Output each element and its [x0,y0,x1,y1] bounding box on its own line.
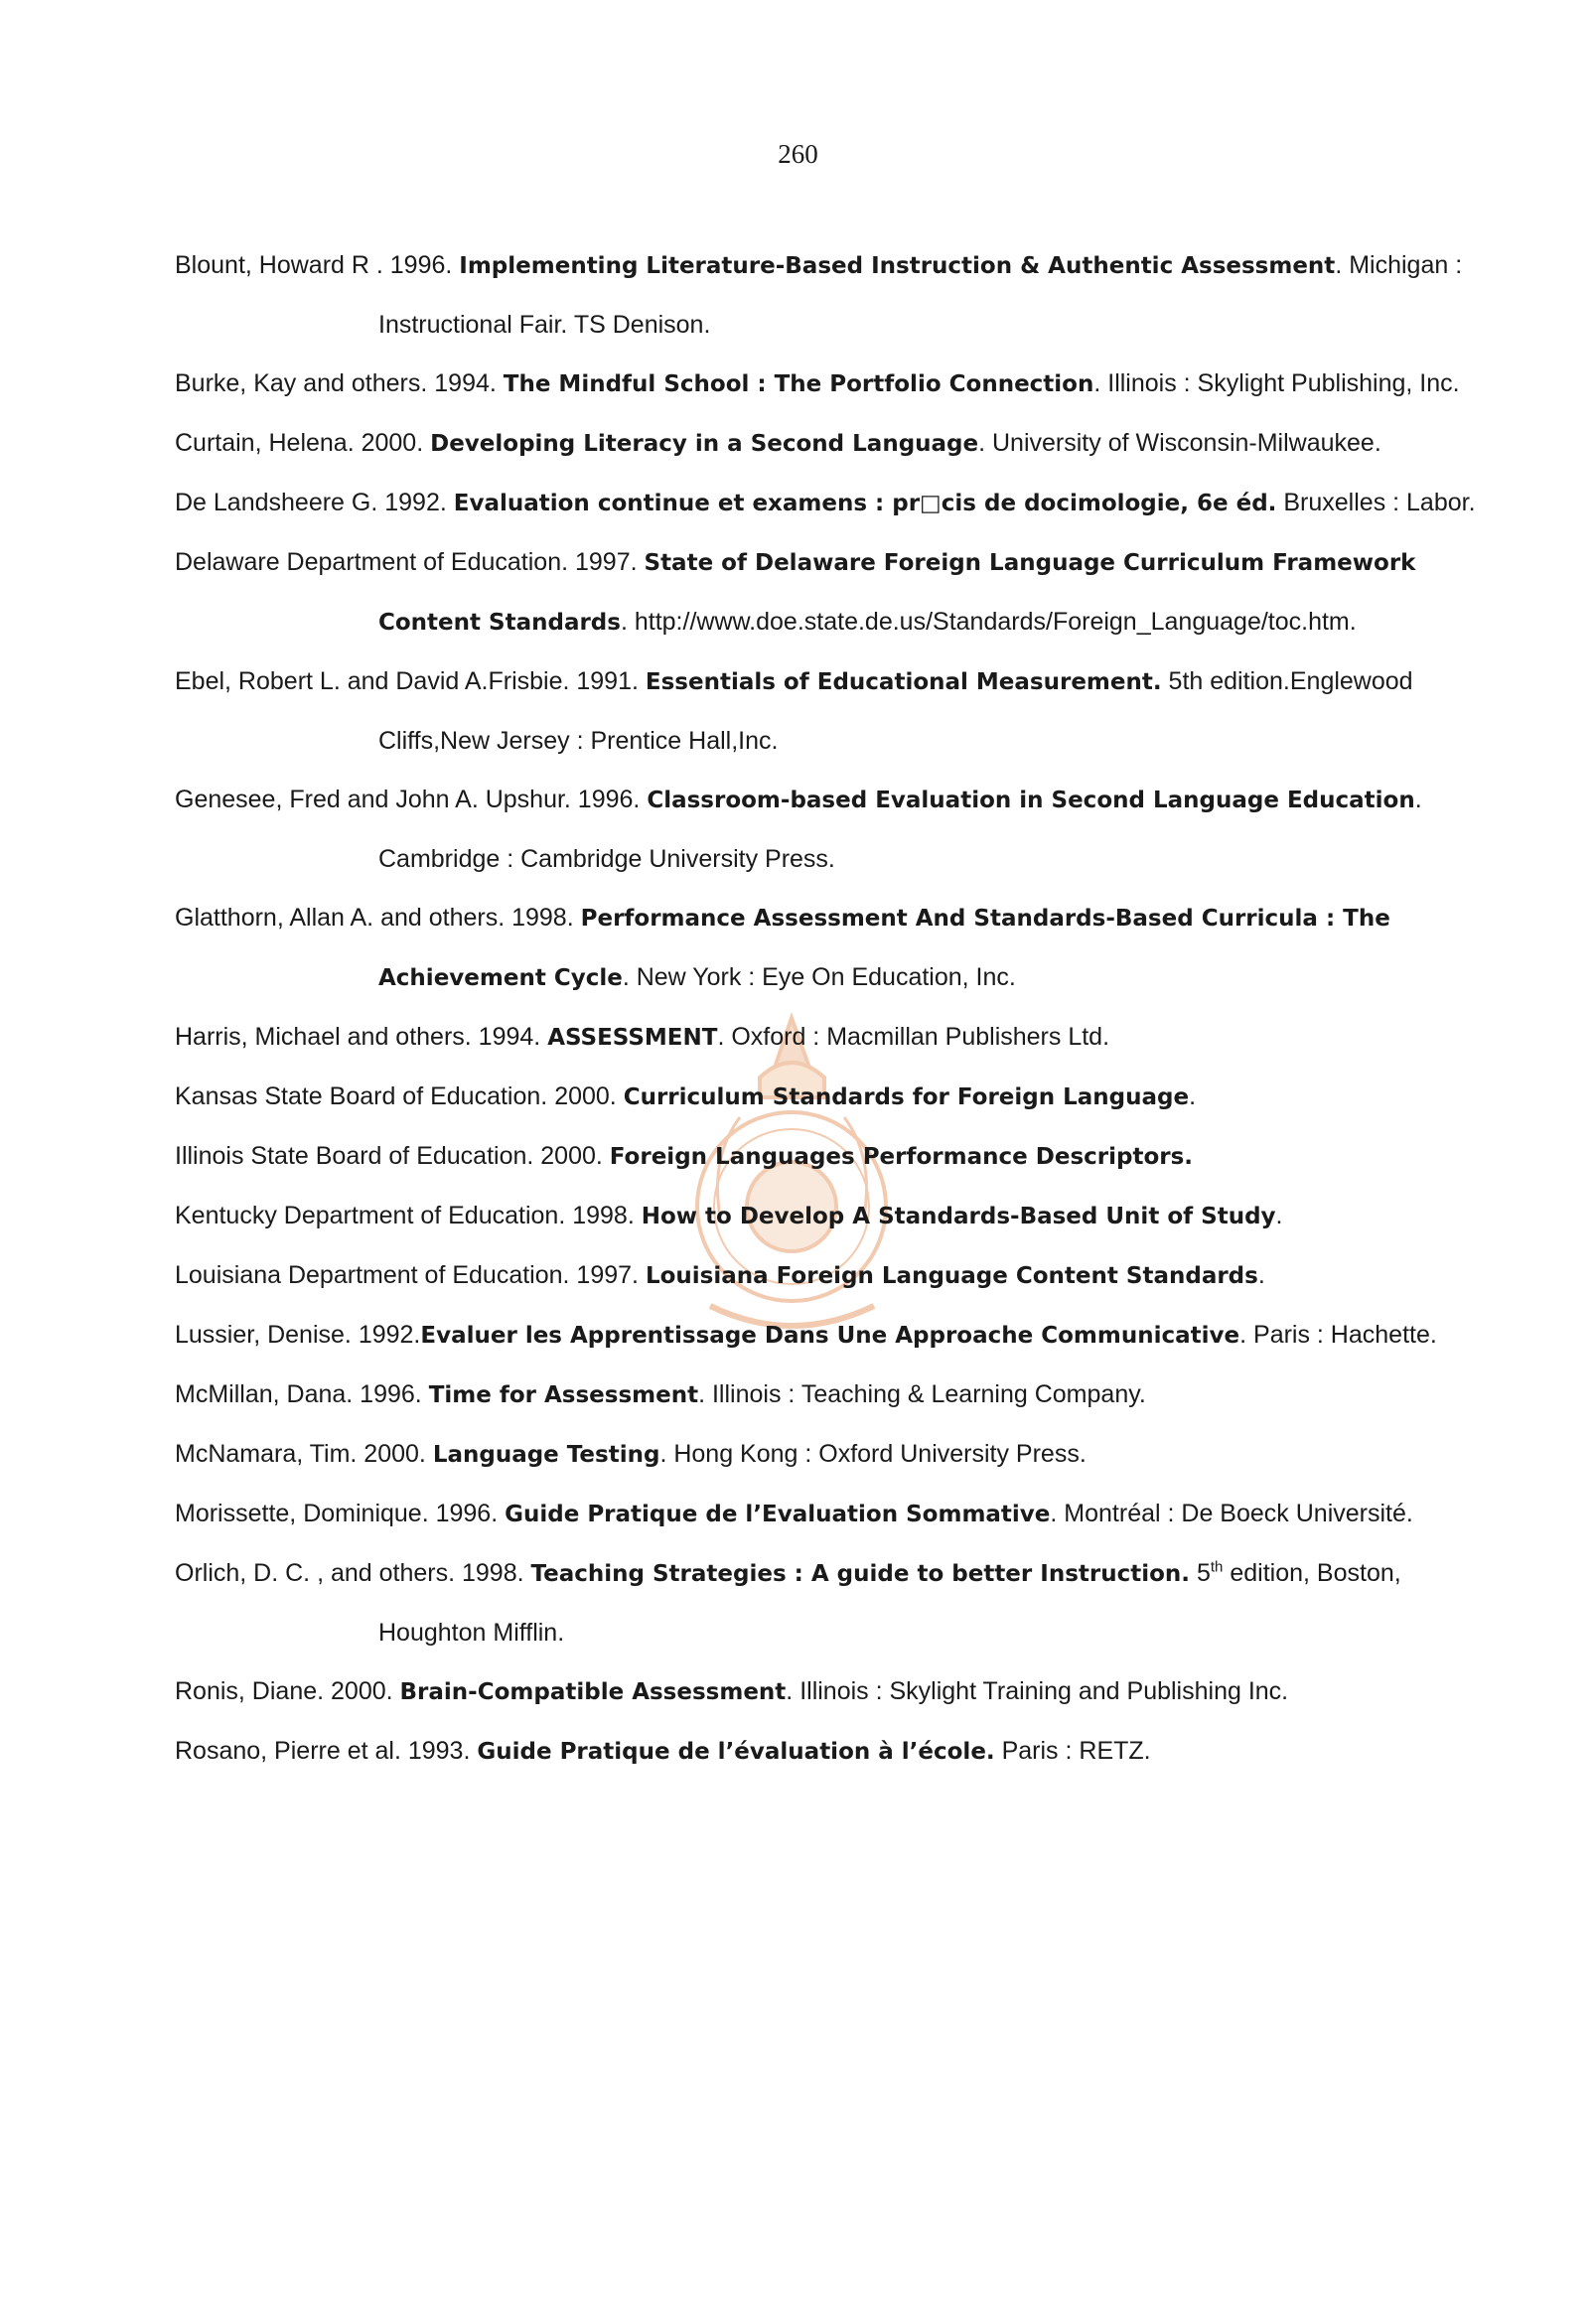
reference-title: Curriculum Standards for Foreign Language [623,1084,1190,1110]
reference-publisher: . Paris : Hachette. [1239,1321,1437,1349]
reference-entry [175,1068,1476,1127]
reference-publisher: Paris : RETZ. [994,1737,1151,1765]
reference-title: Classroom-based Evaluation in Second Language Education [647,788,1415,813]
reference-title: Performance Assessment And Standards-Based Curricula : The Achievement Cycle [378,906,1390,991]
reference-entry [175,1306,1476,1366]
reference-publisher: Bruxelles : Labor. [1276,489,1476,516]
reference-title: Louisiana Foreign Language Content Standards [645,1263,1258,1289]
reference-author-year: Morissette, Dominique. 1996. [175,1500,506,1527]
reference-publisher-continued: edition, Boston, Houghton Mifflin. [378,1559,1401,1647]
reference-title: ASSESSMENT [547,1025,718,1051]
reference-publisher: . Illinois : Skylight Training and Publishing Inc. [786,1677,1289,1705]
reference-superscript: th [1210,1558,1224,1576]
reference-author-year: Louisiana Department of Education. 1997. [175,1261,646,1289]
reference-entry [175,1127,1476,1187]
reference-author-year: McMillan, Dana. 1996. [175,1380,429,1408]
reference-entry [175,1485,1476,1544]
reference-entry [175,1662,1476,1722]
reference-publisher: . Illinois : Skylight Publishing, Inc. [1093,369,1460,397]
reference-title: Brain-Compatible Assessment [399,1679,787,1705]
reference-publisher: . Montréal : De Boeck Université. [1050,1500,1413,1527]
reference-entry [175,1187,1476,1246]
reference-author-year: De Landsheere G. 1992. [175,489,454,516]
reference-entry [175,1366,1476,1425]
reference-entry [175,1544,1476,1662]
reference-entry [175,889,1476,1008]
reference-entry [175,236,1476,355]
reference-publisher: . Cambridge : Cambridge University Press. [378,786,1422,873]
reference-publisher: . [1189,1082,1197,1110]
reference-entry [175,1425,1476,1485]
reference-title: The Mindful School : The Portfolio Connection [503,371,1094,397]
reference-author-year: Genesee, Fred and John A. Upshur. 1996. [175,786,648,813]
reference-author-year: Kansas State Board of Education. 2000. [175,1082,624,1110]
reference-author-year: McNamara, Tim. 2000. [175,1440,433,1468]
reference-author-year: Glatthorn, Allan A. and others. 1998. [175,904,581,932]
reference-author-year: Delaware Department of Education. 1997. [175,548,645,576]
reference-entry [175,1246,1476,1306]
reference-author-year: Ronis, Diane. 2000. [175,1677,400,1705]
reference-entry [175,771,1476,889]
reference-title: Evaluation continue et examens : pr□cis de docimologie, 6e éd. [453,491,1277,516]
reference-author-year: Ebel, Robert L. and David A.Frisbie. 1991. [175,667,646,695]
reference-publisher: . Oxford : Macmillan Publishers Ltd. [717,1023,1110,1051]
reference-author-year: Harris, Michael and others. 1994. [175,1023,548,1051]
reference-title: How to Develop A Standards-Based Unit of Study [641,1204,1276,1229]
reference-title: Teaching Strategies : A guide to better Instruction. [530,1561,1191,1587]
reference-publisher: . Illinois : Teaching & Learning Company. [698,1380,1146,1408]
reference-title: Developing Literacy in a Second Language [430,431,979,457]
reference-entry [175,533,1476,652]
reference-publisher: . [1257,1261,1265,1289]
reference-entry [175,474,1476,533]
reference-publisher: . Michigan : Instructional Fair. TS Denison. [378,251,1463,339]
reference-title: Implementing Literature-Based Instruction & Authentic Assessment [459,253,1336,279]
reference-author-year: Kentucky Department of Education. 1998. [175,1202,642,1229]
reference-author-year: Illinois State Board of Education. 2000. [175,1142,610,1170]
reference-author-year: Burke, Kay and others. 1994. [175,369,504,397]
reference-publisher: . http://www.doe.state.de.us/Standards/Foreign_Language/toc.htm. [620,608,1357,636]
reference-publisher: 5 [1190,1559,1211,1587]
reference-publisher: . New York : Eye On Education, Inc. [622,963,1016,991]
reference-entry [175,1722,1476,1782]
reference-title: Foreign Languages Performance Descriptors. [609,1144,1194,1170]
reference-title: Time for Assessment [428,1382,699,1408]
reference-entry [175,355,1476,414]
reference-entry [175,1008,1476,1068]
reference-title: Essentials of Educational Measurement. [645,669,1162,695]
reference-author-year: Orlich, D. C. , and others. 1998. [175,1559,531,1587]
reference-entry [175,414,1476,474]
reference-entry [175,652,1476,771]
reference-title: Guide Pratique de l’Evaluation Sommative [505,1502,1051,1527]
reference-title: Guide Pratique de l’évaluation à l’école. [477,1739,995,1765]
reference-publisher: . University of Wisconsin-Milwaukee. [978,429,1381,457]
reference-publisher: 5th edition.Englewood Cliffs,New Jersey : Prentice Hall,Inc. [378,667,1413,755]
reference-title: Evaluer les Apprentissage Dans Une Approache Communicative [420,1323,1240,1349]
reference-author-year: Lussier, Denise. 1992. [175,1321,421,1349]
reference-author-year: Curtain, Helena. 2000. [175,429,431,457]
reference-list [175,236,1476,1782]
reference-publisher: . [1275,1202,1283,1229]
reference-author-year: Blount, Howard R . 1996. [175,251,460,279]
reference-title: Language Testing [432,1442,660,1468]
page-number: 260 [778,139,818,169]
reference-publisher: . Hong Kong : Oxford University Press. [659,1440,1087,1468]
reference-author-year: Rosano, Pierre et al. 1993. [175,1737,478,1765]
reference-title: State of Delaware Foreign Language Curriculum Framework Content Standards [378,550,1416,636]
